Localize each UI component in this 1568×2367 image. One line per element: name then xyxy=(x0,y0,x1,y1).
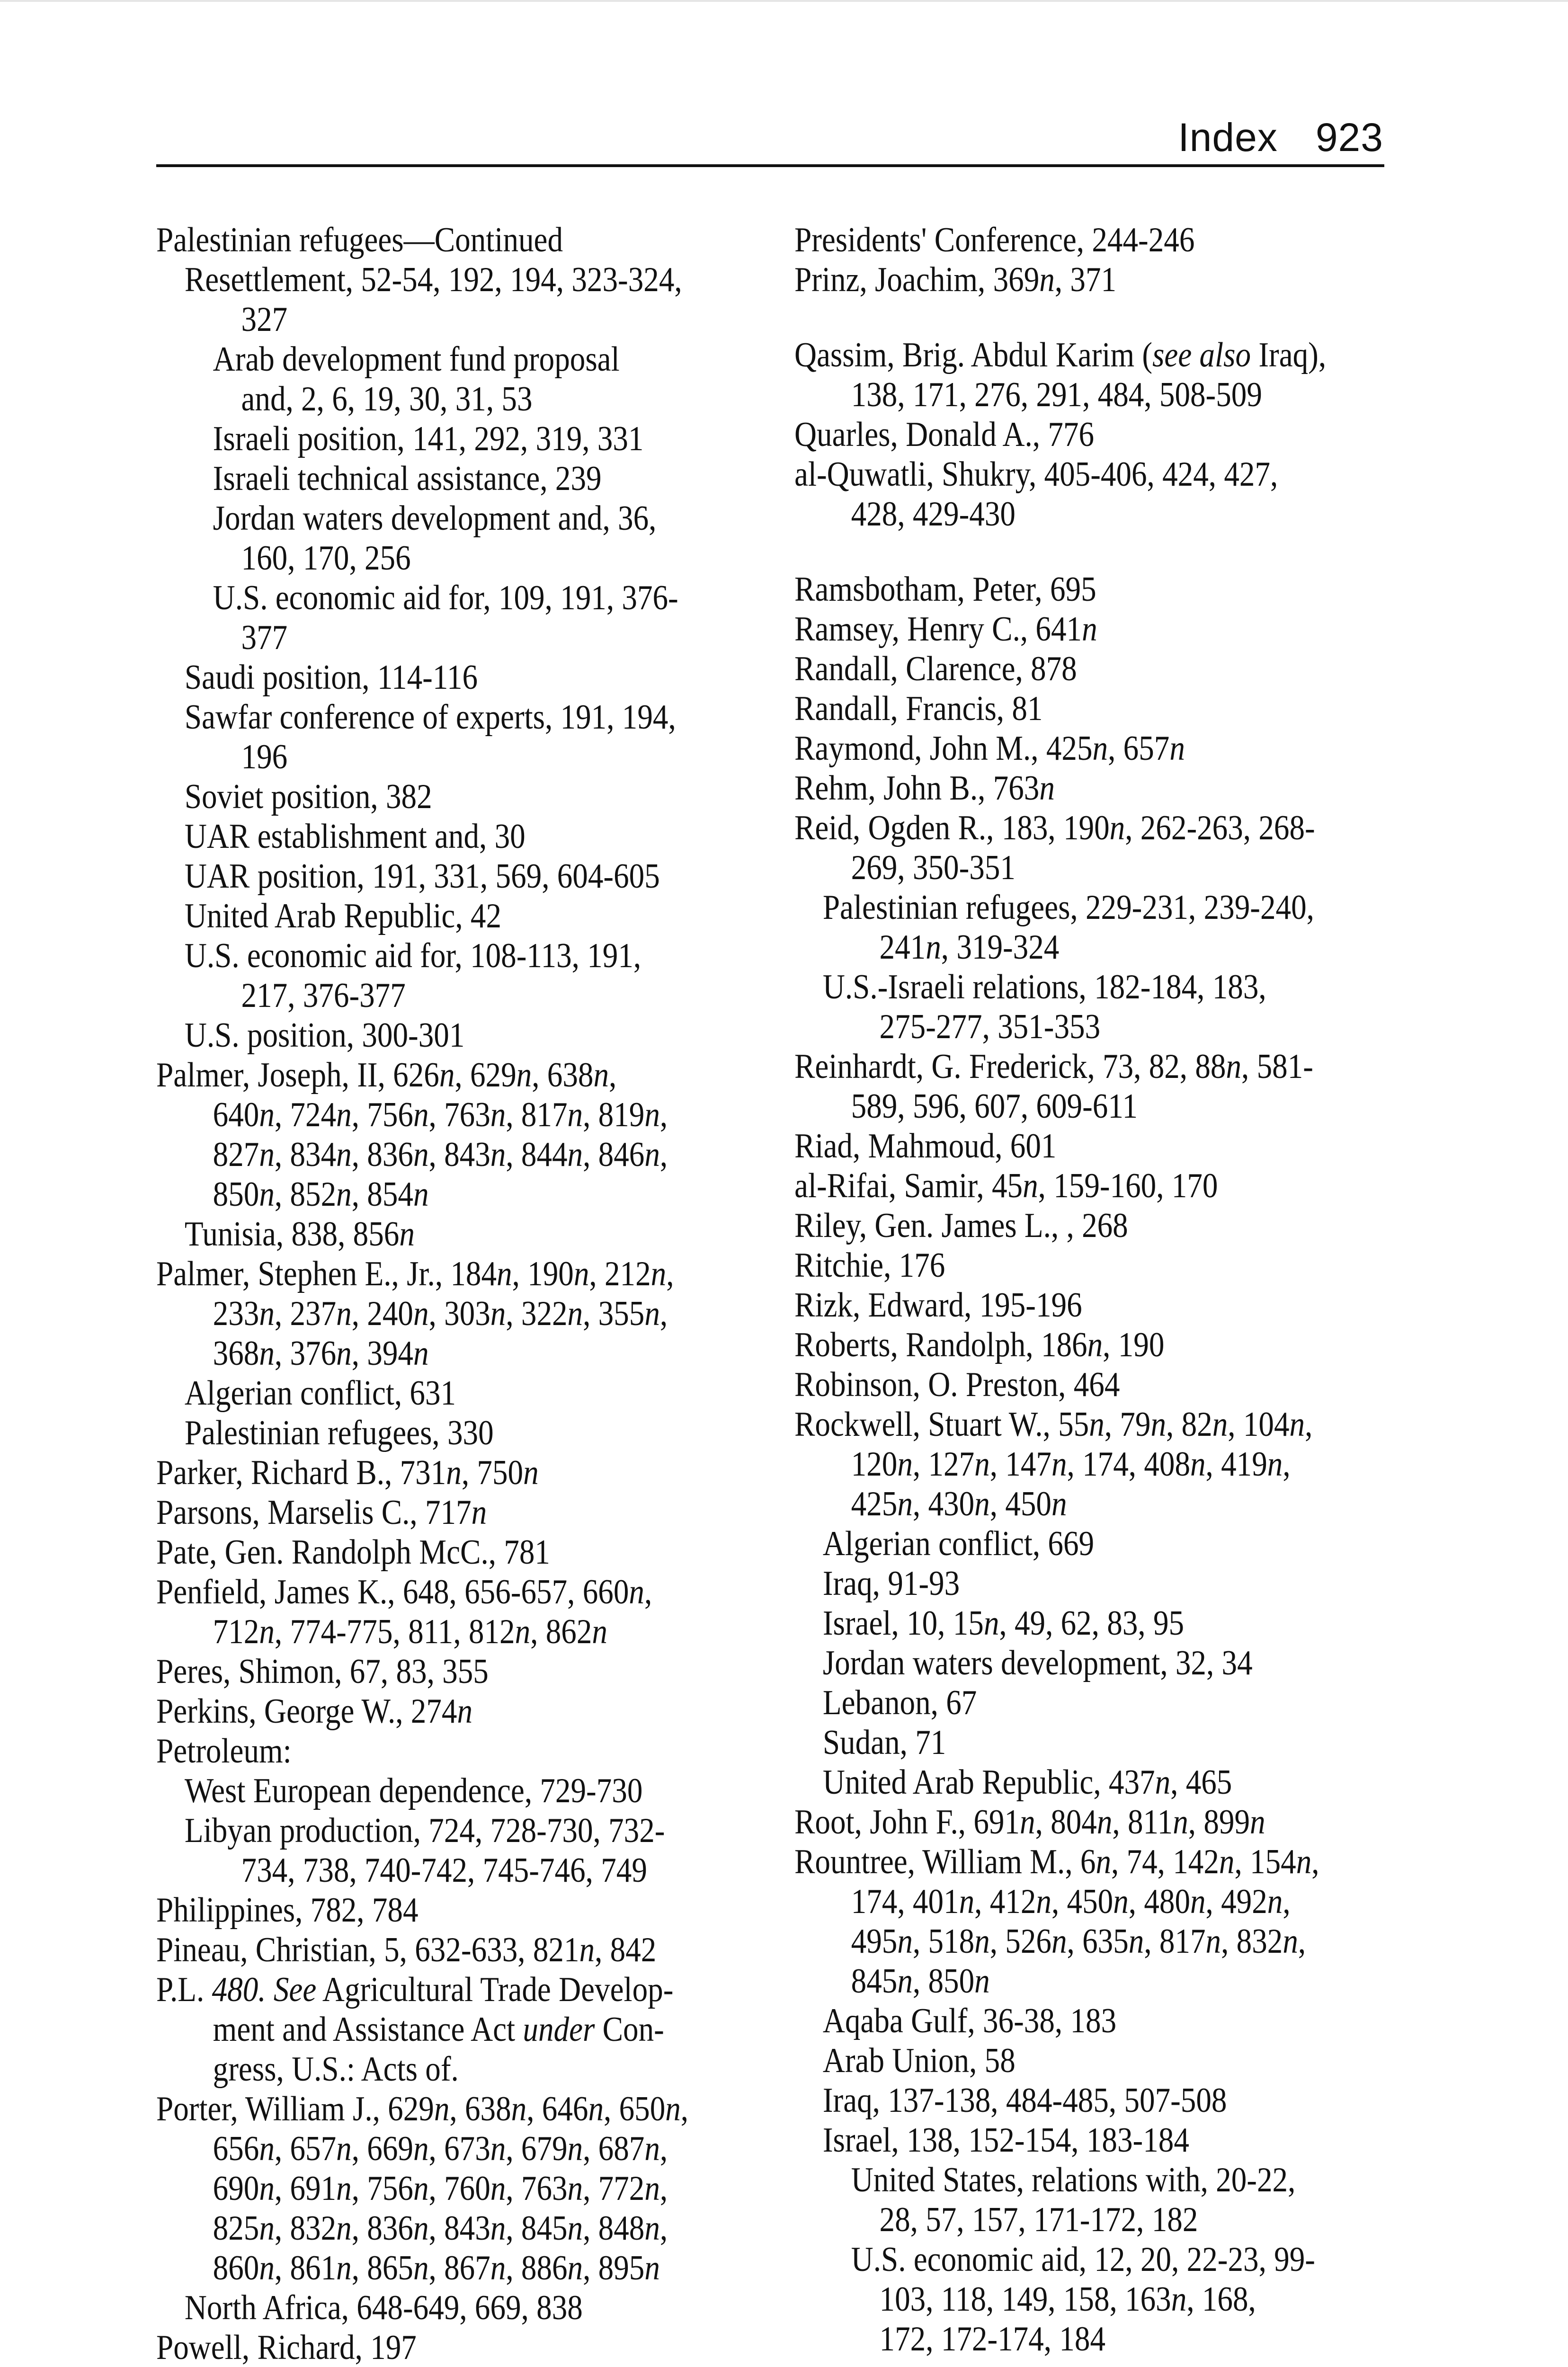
index-entry-continuation: 172, 172-174, 184 xyxy=(879,2320,1106,2358)
index-entry-continuation: 850n, 852n, 854n xyxy=(213,1175,429,1214)
index-entry-line: United Arab Republic, 437n, 465 xyxy=(822,1763,1232,1802)
index-entry xyxy=(794,2041,1410,2081)
index-entry-line: Iraq, 91-93 xyxy=(822,1564,960,1603)
top-edge-line xyxy=(0,0,1568,2)
index-entry-line: Presidents' Conference, 244-246 xyxy=(794,221,1195,259)
index-entry-line: Libyan production, 724, 728-730, 732- xyxy=(184,1811,665,1850)
index-entry-continuation: 241n, 319-324 xyxy=(879,928,1060,967)
index-entry-continuation: 428, 429-430 xyxy=(851,495,1016,534)
index-entry-line: Parsons, Marselis C., 717n xyxy=(156,1493,487,1532)
index-entry xyxy=(156,1771,772,1811)
index-entry-line: Perkins, George W., 274n xyxy=(156,1692,473,1731)
index-entry xyxy=(156,817,772,856)
index-entry-line: Ritchie, 176 xyxy=(794,1246,945,1285)
index-entry xyxy=(794,1524,1410,1564)
index-entry-continuation: 827n, 834n, 836n, 843n, 844n, 846n, xyxy=(213,1135,668,1174)
index-entry xyxy=(794,729,1410,768)
index-entry xyxy=(794,1723,1410,1762)
index-entry xyxy=(794,1246,1410,1285)
index-entry xyxy=(156,220,772,260)
index-entry xyxy=(794,570,1410,609)
index-entry-line: Palmer, Joseph, II, 626n, 629n, 638n, xyxy=(156,1056,617,1095)
index-entry-line: Raymond, John M., 425n, 657n xyxy=(794,729,1185,768)
index-entry-line: Soviet position, 382 xyxy=(184,777,432,816)
index-entry-line: Randall, Francis, 81 xyxy=(794,689,1043,728)
index-entry-continuation: 217, 376-377 xyxy=(241,976,406,1015)
index-entry-line: Rockwell, Stuart W., 55n, 79n, 82n, 104n, xyxy=(794,1405,1313,1444)
index-entry xyxy=(156,1413,772,1453)
index-entry-continuation: 28, 57, 157, 171-172, 182 xyxy=(879,2200,1198,2239)
index-entry-continuation: 275-277, 351-353 xyxy=(879,1007,1101,1046)
index-entry xyxy=(156,2328,772,2367)
index-entry-line: Jordan waters development and, 36, xyxy=(213,499,657,538)
index-entry-continuation: 377 xyxy=(241,618,288,657)
index-entry-line: al-Quwatli, Shukry, 405-406, 424, 427, xyxy=(794,455,1278,494)
index-entry-line: Saudi position, 114-116 xyxy=(184,658,478,697)
index-entry-continuation: and, 2, 6, 19, 30, 31, 53 xyxy=(241,380,533,418)
index-entry-line: Randall, Clarence, 878 xyxy=(794,650,1077,688)
index-entry xyxy=(794,1842,1410,2001)
index-entry xyxy=(794,888,1410,967)
index-entry-continuation: 656n, 657n, 669n, 673n, 679n, 687n, xyxy=(213,2129,668,2168)
index-entry xyxy=(156,1015,772,1055)
index-entry-line: UAR position, 191, 331, 569, 604-605 xyxy=(184,857,660,896)
index-entry-line: Robinson, O. Preston, 464 xyxy=(794,1365,1120,1404)
index-entry xyxy=(794,808,1410,888)
index-entry xyxy=(794,649,1410,689)
index-entry-line: Powell, Richard, 197 xyxy=(156,2328,417,2367)
letter-group-gap xyxy=(794,300,1410,335)
index-entry-continuation: ment and Assistance Act under Con- xyxy=(213,2010,664,2049)
index-entry xyxy=(156,1731,772,1771)
index-entry xyxy=(156,896,772,936)
index-entry-continuation: 734, 738, 740-742, 745-746, 749 xyxy=(241,1851,647,1890)
index-entry-line: United Arab Republic, 42 xyxy=(184,897,502,935)
index-entry xyxy=(794,1126,1410,1166)
header-rule xyxy=(156,164,1384,167)
index-entry-line: Riad, Mahmoud, 601 xyxy=(794,1127,1057,1166)
index-entry-line: Porter, William J., 629n, 638n, 646n, 650n, xyxy=(156,2090,689,2128)
index-entry-line: Israel, 10, 15n, 49, 62, 83, 95 xyxy=(822,1604,1185,1643)
index-entry xyxy=(156,1532,772,1572)
index-entry xyxy=(794,768,1410,808)
index-entry xyxy=(794,1325,1410,1365)
index-entry xyxy=(794,609,1410,649)
index-entry-line: Palestinian refugees, 330 xyxy=(184,1414,494,1452)
index-entry xyxy=(156,498,772,578)
index-entry xyxy=(794,689,1410,729)
index-entry xyxy=(794,260,1410,300)
index-entry-line: U.S. economic aid for, 108-113, 191, xyxy=(184,936,641,975)
index-entry xyxy=(156,459,772,498)
index-entry xyxy=(156,1055,772,1214)
index-entry xyxy=(156,578,772,658)
index-entry-continuation: 425n, 430n, 450n xyxy=(851,1485,1067,1523)
index-entry-line: Qassim, Brig. Abdul Karim (see also Iraq), xyxy=(794,336,1327,374)
index-entry-continuation: 327 xyxy=(241,300,288,339)
index-entry-continuation: 690n, 691n, 756n, 760n, 763n, 772n, xyxy=(213,2169,668,2208)
letter-group-gap xyxy=(794,534,1410,570)
index-entry xyxy=(794,967,1410,1047)
index-entry xyxy=(156,1572,772,1652)
index-entry-line: Aqaba Gulf, 36-38, 183 xyxy=(822,2002,1117,2040)
index-entry-line: Israeli position, 141, 292, 319, 331 xyxy=(213,419,644,458)
index-entry xyxy=(156,1493,772,1532)
index-entry xyxy=(156,777,772,817)
index-entry-continuation: 174, 401n, 412n, 450n, 480n, 492n, xyxy=(851,1882,1291,1921)
index-entry-line: Reinhardt, G. Frederick, 73, 82, 88n, 581- xyxy=(794,1047,1313,1086)
index-entry xyxy=(794,1166,1410,1206)
index-entry-line: Arab development fund proposal xyxy=(213,340,620,379)
index-entry-continuation: 845n, 850n xyxy=(851,1962,990,2001)
index-entry xyxy=(156,339,772,419)
index-entry xyxy=(794,1405,1410,1524)
index-entry-line: Root, John F., 691n, 804n, 811n, 899n xyxy=(794,1803,1265,1842)
index-entry-continuation: 269, 350-351 xyxy=(851,848,1016,887)
index-entry xyxy=(794,1802,1410,1842)
index-entry xyxy=(794,1564,1410,1603)
index-entry xyxy=(794,454,1410,534)
index-entry xyxy=(156,936,772,1015)
index-entry-line: Israeli technical assistance, 239 xyxy=(213,459,602,498)
index-entry xyxy=(156,1453,772,1493)
index-entry-line: Sawfar conference of experts, 191, 194, xyxy=(184,698,676,737)
index-entry-line: U.S.-Israeli relations, 182-184, 183, xyxy=(822,968,1266,1006)
index-entry-line: U.S. position, 300-301 xyxy=(184,1016,465,1055)
index-entry xyxy=(794,1285,1410,1325)
index-entry-line: UAR establishment and, 30 xyxy=(184,817,526,856)
index-entry-line: Palestinian refugees—Continued xyxy=(156,221,563,259)
index-entry-line: Iraq, 137-138, 484-485, 507-508 xyxy=(822,2081,1227,2120)
index-entry-line: al-Rifai, Samir, 45n, 159-160, 170 xyxy=(794,1166,1218,1205)
index-entry xyxy=(156,1373,772,1413)
index-entry xyxy=(156,1254,772,1373)
index-entry xyxy=(156,856,772,896)
index-entry-line: Pineau, Christian, 5, 632-633, 821n, 842 xyxy=(156,1931,657,1969)
index-entry-continuation: 138, 171, 276, 291, 484, 508-509 xyxy=(851,375,1262,414)
index-entry-line: Reid, Ogden R., 183, 190n, 262-263, 268- xyxy=(794,809,1315,847)
index-entry-line: U.S. economic aid, 12, 20, 22-23, 99- xyxy=(851,2240,1315,2279)
index-entry xyxy=(156,1652,772,1691)
index-entry xyxy=(794,1643,1410,1683)
index-entry-line: Philippines, 782, 784 xyxy=(156,1891,419,1930)
index-entry xyxy=(794,415,1410,454)
index-entry-line: Rizk, Edward, 195-196 xyxy=(794,1286,1082,1325)
index-entry-continuation: 196 xyxy=(241,738,288,776)
index-entry-line: P.L. 480. See Agricultural Trade Develop- xyxy=(156,1970,674,2009)
index-entry xyxy=(794,2001,1410,2041)
index-entry-line: Algerian conflict, 669 xyxy=(822,1524,1095,1563)
index-entry xyxy=(156,1811,772,1890)
index-entry-line: Ramsbotham, Peter, 695 xyxy=(794,570,1096,609)
index-entry-line: Pate, Gen. Randolph McC., 781 xyxy=(156,1533,550,1572)
index-column-right xyxy=(794,220,1410,2359)
index-entry xyxy=(156,2288,772,2328)
index-entry-line: North Africa, 648-649, 669, 838 xyxy=(184,2288,583,2327)
index-entry xyxy=(794,2081,1410,2120)
index-entry-continuation: 103, 118, 149, 158, 163n, 168, xyxy=(879,2280,1256,2319)
index-entry-line: Arab Union, 58 xyxy=(822,2041,1016,2080)
index-entry-line: Quarles, Donald A., 776 xyxy=(794,415,1095,454)
index-entry-line: Palestinian refugees, 229-231, 239-240, xyxy=(822,888,1314,927)
index-entry-line: West European dependence, 729-730 xyxy=(184,1771,643,1810)
index-entry-continuation: gress, U.S.: Acts of. xyxy=(213,2050,459,2089)
index-entry xyxy=(156,1890,772,1930)
index-entry-line: Palmer, Stephen E., Jr., 184n, 190n, 212n, xyxy=(156,1255,674,1293)
index-entry xyxy=(156,1970,772,2089)
index-entry xyxy=(794,335,1410,415)
index-entry-continuation: 368n, 376n, 394n xyxy=(213,1334,429,1373)
index-entry-line: U.S. economic aid for, 109, 191, 376- xyxy=(213,578,678,617)
header-page-number: 923 xyxy=(1315,115,1383,160)
index-entry-line: Ramsey, Henry C., 641n xyxy=(794,610,1097,649)
index-entry xyxy=(156,260,772,339)
index-entry-line: Israel, 138, 152-154, 183-184 xyxy=(822,2121,1189,2160)
index-entry xyxy=(156,1691,772,1731)
index-entry-continuation: 860n, 861n, 865n, 867n, 886n, 895n xyxy=(213,2249,660,2287)
index-entry xyxy=(794,1047,1410,1126)
index-entry xyxy=(156,1214,772,1254)
running-header xyxy=(1178,114,1383,161)
index-entry-continuation: 120n, 127n, 147n, 174, 408n, 419n, xyxy=(851,1445,1291,1484)
index-entry xyxy=(794,1762,1410,1802)
index-entry xyxy=(794,2160,1410,2240)
index-entry-line: Tunisia, 838, 856n xyxy=(184,1215,415,1254)
index-entry-line: Algerian conflict, 631 xyxy=(184,1374,456,1413)
index-entry-line: Penfield, James K., 648, 656-657, 660n, xyxy=(156,1573,652,1611)
index-entry-line: Parker, Richard B., 731n, 750n xyxy=(156,1453,539,1492)
index-entry-line: Lebanon, 67 xyxy=(822,1683,977,1722)
index-entry-continuation: 495n, 518n, 526n, 635n, 817n, 832n, xyxy=(851,1922,1306,1961)
index-entry xyxy=(794,220,1410,260)
index-entry xyxy=(794,1683,1410,1723)
index-entry-continuation: 712n, 774-775, 811, 812n, 862n xyxy=(213,1612,607,1651)
index-entry xyxy=(794,2120,1410,2160)
index-entry xyxy=(794,1206,1410,1246)
index-entry-line: Roberts, Randolph, 186n, 190 xyxy=(794,1326,1165,1364)
index-entry-line: Rehm, John B., 763n xyxy=(794,769,1055,808)
header-section-title: Index xyxy=(1178,115,1278,160)
index-entry xyxy=(156,658,772,697)
index-entry-continuation: 160, 170, 256 xyxy=(241,539,411,578)
index-entry xyxy=(156,419,772,459)
index-entry xyxy=(156,2089,772,2288)
index-entry xyxy=(156,697,772,777)
index-entry-continuation: 825n, 832n, 836n, 843n, 845n, 848n, xyxy=(213,2209,668,2248)
index-entry-line: Peres, Shimon, 67, 83, 355 xyxy=(156,1652,489,1691)
index-entry-line: Rountree, William M., 6n, 74, 142n, 154n, xyxy=(794,1842,1319,1881)
index-entry xyxy=(794,1365,1410,1405)
index-entry-continuation: 233n, 237n, 240n, 303n, 322n, 355n, xyxy=(213,1294,668,1333)
index-entry-line: Resettlement, 52-54, 192, 194, 323-324, xyxy=(184,260,682,299)
index-entry xyxy=(794,2240,1410,2359)
index-entry-line: Riley, Gen. James L., , 268 xyxy=(794,1206,1128,1245)
index-entry-continuation: 640n, 724n, 756n, 763n, 817n, 819n, xyxy=(213,1095,668,1134)
index-entry-line: Jordan waters development, 32, 34 xyxy=(822,1644,1253,1682)
index-entry-line: Petroleum: xyxy=(156,1732,292,1771)
index-entry-line: Prinz, Joachim, 369n, 371 xyxy=(794,260,1117,299)
index-entry xyxy=(156,1930,772,1970)
index-column-left xyxy=(156,220,772,2367)
index-entry-line: Sudan, 71 xyxy=(822,1723,946,1762)
index-entry-continuation: 589, 596, 607, 609-611 xyxy=(851,1087,1138,1126)
index-entry-line: United States, relations with, 20-22, xyxy=(851,2161,1296,2199)
index-entry xyxy=(794,1603,1410,1643)
